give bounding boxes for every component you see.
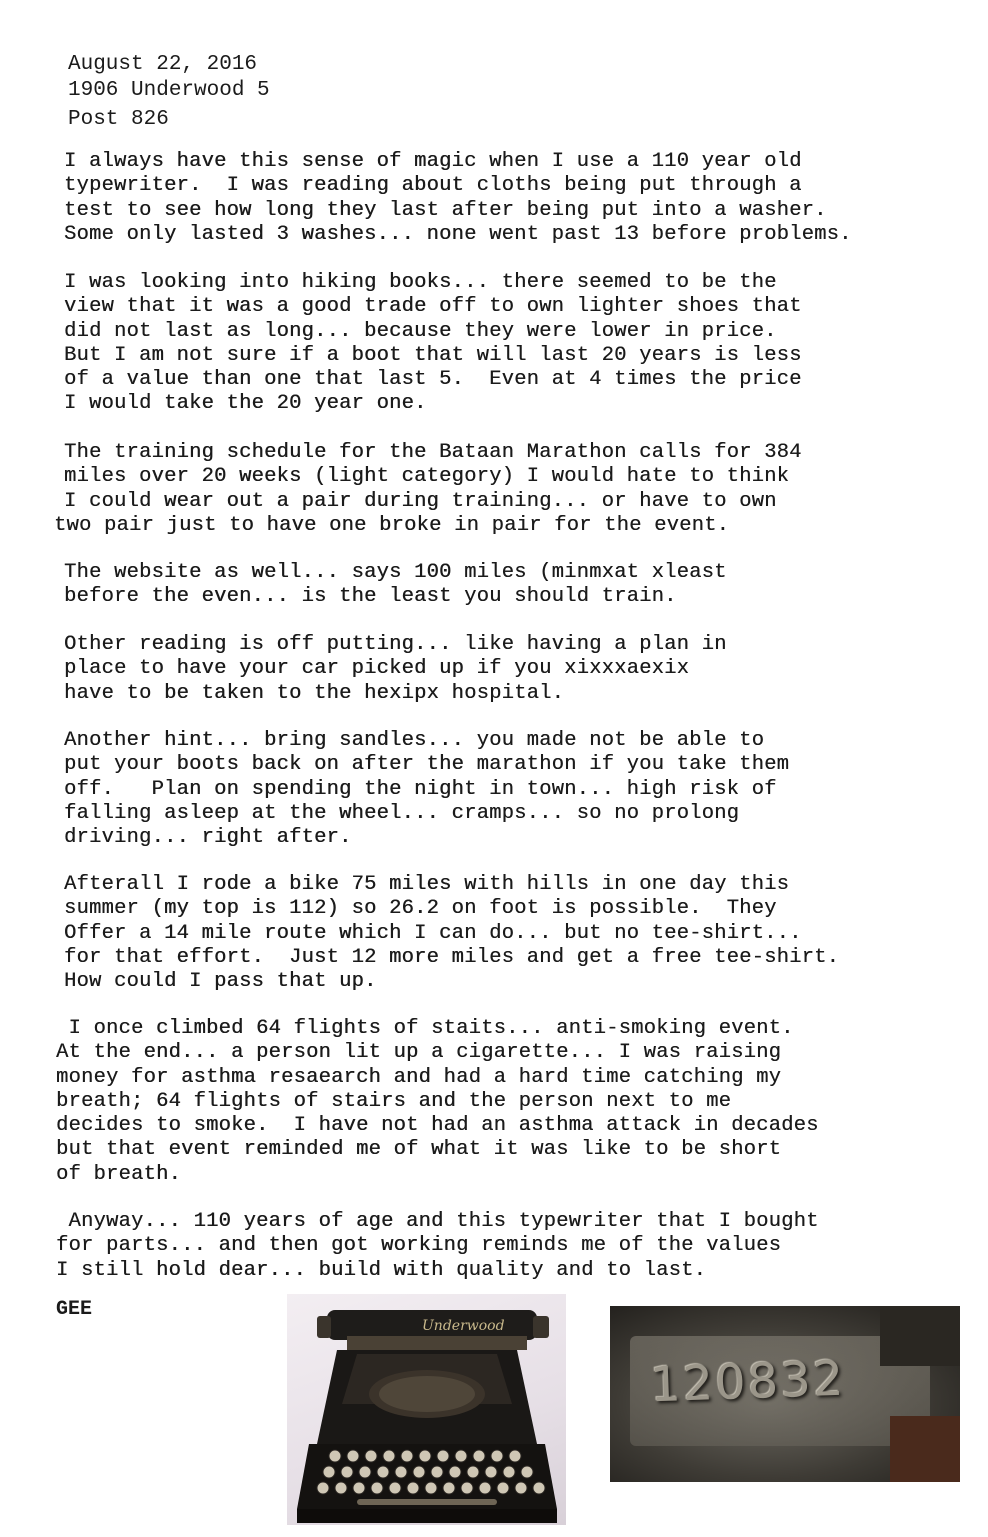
paragraph-7 bbox=[64, 873, 964, 994]
text-line: I still hold dear... build with quality and to last. bbox=[56, 1258, 707, 1282]
serial-number-photo bbox=[610, 1306, 960, 1482]
photo-edge bbox=[890, 1416, 960, 1482]
brand-label: Underwood bbox=[422, 1318, 505, 1334]
paragraph-4 bbox=[64, 561, 964, 610]
paragraph-2 bbox=[64, 271, 964, 417]
text-line: view that it was a good trade off to own lighter shoes that bbox=[64, 295, 802, 319]
text-line: put your boots back on after the marathon if you take them bbox=[64, 753, 790, 777]
text-line: The training schedule for the Bataan Marathon calls for 384 bbox=[64, 441, 802, 464]
text-line: Another hint... bring sandles... you made not be able to bbox=[64, 729, 765, 752]
text-line: I always have this sense of magic when I use a 110 year old bbox=[64, 150, 802, 173]
paragraph-3 bbox=[54, 441, 964, 538]
text-line: breath; 64 flights of stairs and the person next to me bbox=[56, 1089, 732, 1113]
text-line: miles over 20 weeks (light category) I would hate to think bbox=[64, 465, 790, 489]
text-line: Some only lasted 3 washes... none went past 13 before problems. bbox=[64, 222, 852, 246]
letter-header bbox=[68, 52, 270, 133]
text-line: At the end... a person lit up a cigarette... I was raising bbox=[56, 1041, 782, 1065]
text-line: I would take the 20 year one. bbox=[64, 392, 427, 416]
text-line: typewriter. I was reading about cloths being put through a bbox=[64, 174, 802, 198]
text-line: summer (my top is 112) so 26.2 on foot is possible. They bbox=[64, 897, 777, 921]
paragraph-9 bbox=[56, 1210, 956, 1283]
text-line: Other reading is off putting... like having a plan in bbox=[64, 633, 727, 656]
signature: GEE bbox=[56, 1298, 93, 1321]
text-line: The website as well... says 100 miles (minmxat xleast bbox=[64, 561, 727, 584]
paragraph-1 bbox=[64, 150, 964, 247]
text-line: before the even... is the least you should train. bbox=[64, 585, 677, 609]
text-line: of a value than one that last 5. Even at 4 times the price bbox=[64, 368, 802, 392]
text-line: did not last as long... because they were lower in price. bbox=[64, 319, 777, 343]
text-line: Anyway... 110 years of age and this typewriter that I bought bbox=[56, 1210, 819, 1233]
date-line: August 22, 2016 bbox=[68, 53, 258, 76]
text-line: I once climbed 64 flights of staits... anti-smoking event. bbox=[56, 1017, 794, 1040]
text-line: I could wear out a pair during training... or have to own bbox=[64, 489, 777, 513]
text-line: for that effort. Just 12 more miles and get a free tee-shirt. bbox=[64, 945, 840, 969]
text-line: for parts... and then got working reminds me of the values bbox=[56, 1234, 782, 1258]
text-line: off. Plan on spending the night in town... high risk of bbox=[64, 777, 777, 801]
text-line: falling asleep at the wheel... cramps... so no prolong bbox=[64, 801, 740, 825]
text-line: But I am not sure if a boot that will last 20 years is less bbox=[64, 343, 802, 367]
text-line: place to have your car picked up if you xixxxaexix bbox=[64, 657, 690, 681]
text-line: Afterall I rode a bike 75 miles with hills in one day this bbox=[64, 873, 790, 896]
text-line: of breath. bbox=[56, 1162, 182, 1186]
text-line: I was looking into hiking books... there seemed to be the bbox=[64, 271, 777, 294]
text-line: money for asthma resaearch and had a hard time catching my bbox=[56, 1065, 782, 1089]
text-line: decides to smoke. I have not had an asthma attack in decades bbox=[56, 1114, 819, 1138]
text-line: test to see how long they last after being put into a washer. bbox=[64, 198, 827, 222]
text-line: but that event reminded me of what it was like to be short bbox=[56, 1138, 782, 1162]
text-line: driving... right after. bbox=[64, 826, 352, 850]
text-line: have to be taken to the hexipx hospital. bbox=[64, 681, 565, 705]
post-number: Post 826 bbox=[68, 108, 169, 131]
text-line: two pair just to have one broke in pair for the event. bbox=[54, 513, 730, 537]
photo-shadow bbox=[880, 1306, 960, 1366]
text-line: Offer a 14 mile route which I can do... but no tee-shirt... bbox=[64, 921, 802, 945]
paragraph-8 bbox=[56, 1017, 956, 1187]
text-line: How could I pass that up. bbox=[64, 970, 377, 994]
machine-line: 1906 Underwood 5 bbox=[68, 79, 270, 102]
serial-number: 120832 bbox=[649, 1350, 847, 1414]
typewriter-photo bbox=[287, 1294, 566, 1525]
paragraph-5 bbox=[64, 633, 964, 706]
paragraph-6 bbox=[64, 729, 964, 850]
typewriter-illustration bbox=[287, 1294, 566, 1525]
